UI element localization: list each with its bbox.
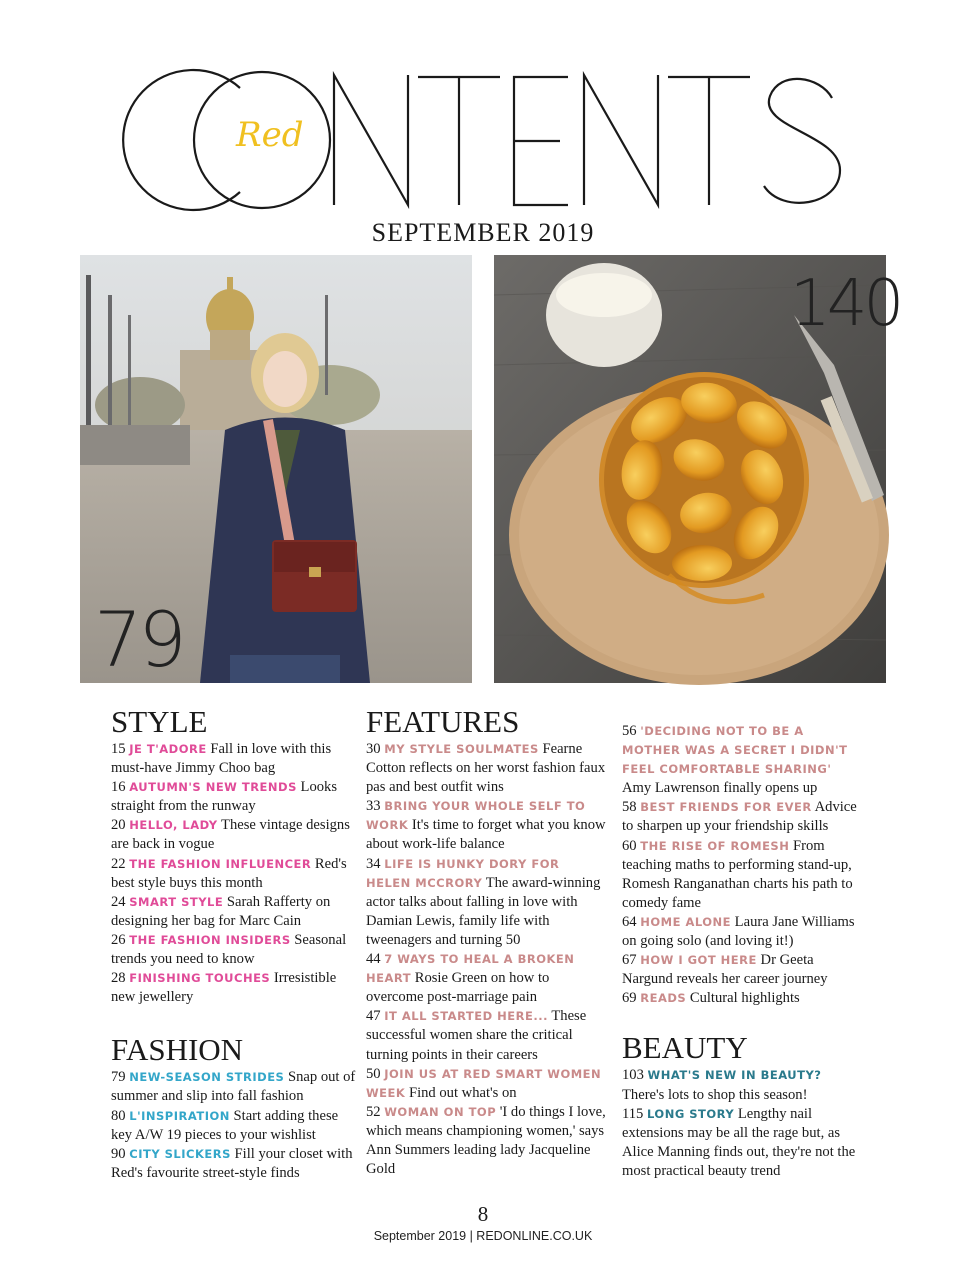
toc-entry[interactable] xyxy=(111,855,361,893)
toc-description: Fearne Cotton reflects on her worst fashion faux pas and best outfit wins xyxy=(366,741,606,796)
toc-description: Looks straight from the runway xyxy=(111,779,338,815)
red-logo xyxy=(232,106,312,166)
toc-entry[interactable] xyxy=(111,1107,361,1145)
toc-kicker: FINISHING TOUCHES xyxy=(129,971,271,986)
toc-entry[interactable] xyxy=(622,837,862,913)
toc-entry[interactable] xyxy=(622,798,862,836)
toc-page-number: 24 xyxy=(111,893,130,910)
section-heading-beauty: BEAUTY xyxy=(622,1030,748,1066)
toc-entry[interactable] xyxy=(622,722,862,798)
toc-entry[interactable] xyxy=(366,1007,606,1064)
toc-kicker: JE T'ADORE xyxy=(129,742,207,756)
toc-description: Fall in love with this must-have Jimmy Choo bag xyxy=(111,741,332,777)
toc-kicker: 'DECIDING NOT TO BE A MOTHER WAS A SECRET I DIDN'T FEEL COMFORTABLE SHARING' xyxy=(622,724,848,777)
toc-description: Fill your closet with Red's favourite street-style finds xyxy=(111,1145,353,1181)
toc-page-number: 26 xyxy=(111,931,130,948)
column-style-fashion xyxy=(111,705,361,1183)
toc-kicker: MY STYLE SOULMATES xyxy=(384,742,539,756)
folio-page-number: 8 xyxy=(477,1202,489,1226)
toc-page-number: 115 xyxy=(622,1105,647,1122)
toc-kicker: READS xyxy=(640,991,687,1006)
toc-entry[interactable] xyxy=(111,778,361,816)
toc-kicker: BRING YOUR WHOLE SELF TO WORK xyxy=(366,799,586,833)
toc-description: Amy Lawrenson finally opens up xyxy=(622,780,818,797)
toc-kicker: CITY SLICKERS xyxy=(129,1146,231,1161)
toc-description: Red's best style buys this month xyxy=(111,855,347,891)
toc-page-number: 33 xyxy=(366,798,385,815)
toc-kicker: THE RISE OF ROMESH xyxy=(640,838,790,853)
toc-description: It's time to forget what you know about work-life balance xyxy=(366,817,606,853)
issue-date: SEPTEMBER 2019 xyxy=(371,218,595,247)
section-heading-style: STYLE xyxy=(111,704,208,739)
toc-kicker: HELLO, LADY xyxy=(129,818,218,833)
toc-entry[interactable] xyxy=(622,989,862,1008)
toc-page-number: 79 xyxy=(111,1069,130,1086)
toc-description: These successful women share the critical turning points in their careers xyxy=(366,1008,587,1063)
toc-page-number: 30 xyxy=(366,741,385,757)
fashion-entry-list xyxy=(111,1068,361,1183)
toc-kicker: THE FASHION INFLUENCER xyxy=(129,856,312,871)
toc-page-number: 56 xyxy=(622,723,641,739)
toc-page-number: 16 xyxy=(111,779,130,796)
toc-page-number: 52 xyxy=(366,1103,385,1120)
toc-entry[interactable] xyxy=(366,855,606,950)
toc-page-number: 44 xyxy=(366,951,385,968)
toc-entry[interactable] xyxy=(111,1145,361,1183)
toc-page-number: 67 xyxy=(622,952,641,969)
toc-description: Start adding these key A/W 19 pieces to your wishlist xyxy=(111,1107,339,1143)
toc-description: Cultural highlights xyxy=(686,990,800,1007)
toc-kicker: IT ALL STARTED HERE... xyxy=(384,1009,548,1024)
column-features-beauty xyxy=(622,722,862,1181)
section-heading-features: FEATURES xyxy=(366,704,520,739)
toc-kicker: WHAT'S NEW IN BEAUTY? xyxy=(647,1068,822,1083)
toc-description: Lengthy nail extensions may be all the rage but, as Alice Manning finds out, they're not the most practical beauty trend xyxy=(622,1105,856,1179)
toc-kicker: SMART STYLE xyxy=(129,894,224,909)
food-photo[interactable] xyxy=(494,255,901,683)
toc-kicker: AUTUMN'S NEW TRENDS xyxy=(129,780,297,795)
toc-kicker: BEST FRIENDS FOR EVER xyxy=(640,800,812,815)
contents-title-art xyxy=(0,0,966,230)
toc-page-number: 28 xyxy=(111,970,130,987)
toc-entry[interactable] xyxy=(366,1103,606,1179)
toc-page-number: 80 xyxy=(111,1107,130,1124)
toc-kicker: HOME ALONE xyxy=(640,914,732,929)
toc-description: Sarah Rafferty on designing her bag for Marc Cain xyxy=(111,893,331,929)
toc-page-number: 103 xyxy=(622,1067,648,1084)
toc-description: Find out what's on xyxy=(405,1084,517,1101)
toc-entry[interactable] xyxy=(111,931,361,969)
toc-page-number: 15 xyxy=(111,741,130,757)
toc-entry[interactable] xyxy=(622,951,862,989)
toc-kicker: JOIN US AT RED SMART WOMEN WEEK xyxy=(366,1066,602,1100)
toc-page-number: 22 xyxy=(111,855,130,872)
toc-entry[interactable] xyxy=(111,1068,361,1106)
toc-entry[interactable] xyxy=(111,740,361,778)
red-logo-text: Red xyxy=(236,115,304,155)
toc-entry[interactable] xyxy=(111,969,361,1007)
toc-kicker: 7 WAYS TO HEAL A BROKEN HEART xyxy=(366,952,575,986)
section-heading-fashion: FASHION xyxy=(111,1032,244,1068)
fashion-photo[interactable] xyxy=(80,255,472,683)
toc-description: The award-winning actor talks about falling in love with Damian Lewis, family life with tweenagers and turning 50 xyxy=(366,874,601,948)
toc-kicker: LIFE IS HUNKY DORY FOR HELEN MCCRORY xyxy=(366,856,560,890)
photo-page-number-140: 140 xyxy=(790,267,901,341)
toc-description: Dr Geeta Nargund reveals her career journey xyxy=(622,952,828,988)
toc-page-number: 64 xyxy=(622,913,641,930)
toc-entry[interactable] xyxy=(366,797,606,854)
masthead xyxy=(0,0,966,230)
toc-kicker: WOMAN ON TOP xyxy=(384,1104,497,1119)
toc-description: Irresistible new jewellery xyxy=(111,970,337,1006)
folio-line: September 2019 | REDONLINE.CO.UK xyxy=(373,1229,593,1243)
toc-entry[interactable] xyxy=(366,740,606,797)
toc-description: Rosie Green on how to overcome post-marriage pain xyxy=(366,970,550,1006)
toc-description: These vintage designs are back in vogue xyxy=(111,817,350,853)
toc-entry[interactable] xyxy=(111,893,361,931)
features-continued-entry-list xyxy=(622,722,862,1008)
toc-kicker: HOW I GOT HERE xyxy=(640,953,757,968)
toc-entry[interactable] xyxy=(622,913,862,951)
style-entry-list xyxy=(111,740,361,1007)
toc-kicker: L'INSPIRATION xyxy=(129,1108,230,1123)
toc-description: Snap out of summer and slip into fall fashion xyxy=(111,1069,356,1105)
photo-page-number-79: 79 xyxy=(94,595,183,684)
features-entry-list xyxy=(366,740,606,1179)
toc-entry[interactable] xyxy=(366,1065,606,1103)
toc-page-number: 60 xyxy=(622,837,641,854)
toc-page-number: 50 xyxy=(366,1065,385,1082)
toc-kicker: LONG STORY xyxy=(647,1106,735,1121)
toc-page-number: 58 xyxy=(622,799,641,816)
toc-page-number: 90 xyxy=(111,1145,130,1162)
toc-page-number: 20 xyxy=(111,817,130,834)
toc-description: Laura Jane Williams on going solo (and loving it!) xyxy=(622,913,855,950)
toc-page-number: 47 xyxy=(366,1008,385,1025)
toc-description: From teaching maths to performing stand-up, Romesh Ranganathan charts his path to comedy fame xyxy=(622,837,853,911)
column-features xyxy=(366,705,606,1179)
toc-description: 'I do things I love, which means championing women,' says Ann Summers leading lady Jacqueline Gold xyxy=(366,1103,606,1178)
toc-entry[interactable] xyxy=(366,950,606,1007)
toc-kicker: THE FASHION INSIDERS xyxy=(129,932,291,947)
toc-description: Advice to sharpen up your friendship skills xyxy=(622,799,857,835)
toc-page-number: 34 xyxy=(366,855,385,872)
toc-page-number: 69 xyxy=(622,990,641,1007)
toc-description: Seasonal trends you need to know xyxy=(111,931,347,968)
toc-entry[interactable] xyxy=(622,1105,862,1181)
toc-description: There's lots to shop this season! xyxy=(622,1086,808,1103)
beauty-entry-list xyxy=(622,1066,862,1181)
toc-entry[interactable] xyxy=(111,816,361,854)
toc-entry[interactable] xyxy=(622,1066,862,1104)
toc-kicker: NEW-SEASON STRIDES xyxy=(129,1070,285,1085)
